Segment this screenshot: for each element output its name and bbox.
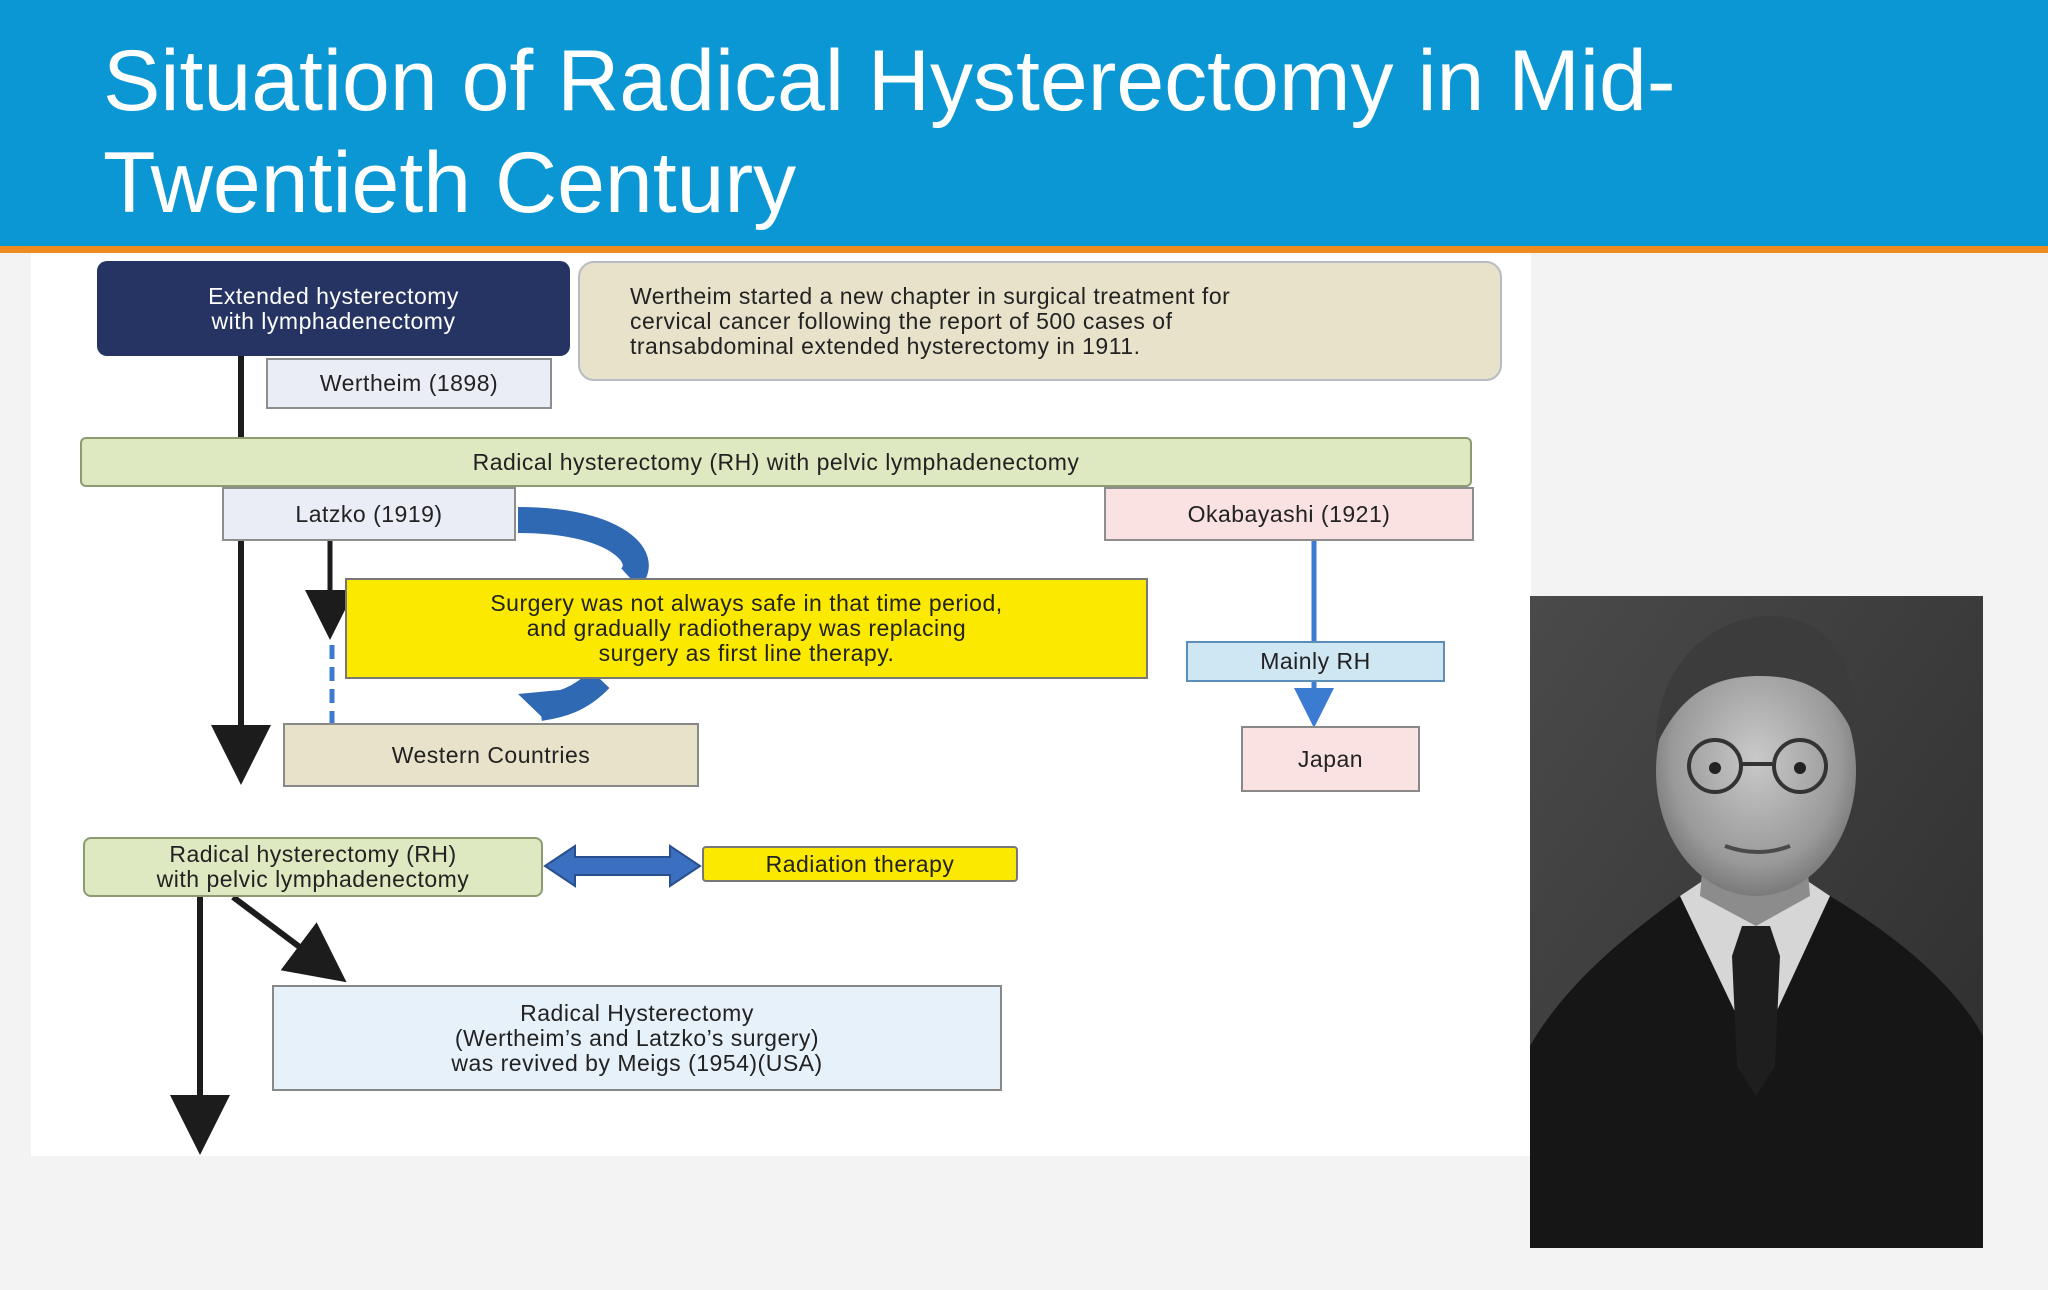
mainly-rh-box: Mainly RH	[1186, 641, 1445, 682]
western-countries-box: Western Countries	[283, 723, 699, 787]
diagonal-arrow	[233, 897, 337, 975]
radical-hysterectomy-bar: Radical hysterectomy (RH) with pelvic lymphadenectomy	[80, 437, 1472, 487]
radiation-therapy-box: Radiation therapy	[702, 846, 1018, 882]
portrait-photo	[1530, 596, 1983, 1248]
latzko-box: Latzko (1919)	[222, 487, 516, 541]
slide-title: Situation of Radical Hysterectomy in Mid- Twentieth Century	[103, 33, 1676, 231]
wertheim-note-box: Wertheim started a new chapter in surgical treatment for cervical cancer following the report of 500 cases of transabdominal extended hysterectomy in 1911.	[578, 261, 1502, 381]
portrait-illustration	[1530, 596, 1983, 1248]
surgery-safety-note: Surgery was not always safe in that time period, and gradually radiotherapy was replacing surgery as first line therapy.	[345, 578, 1148, 679]
meigs-revival-box: Radical Hysterectomy (Wertheim’s and Latzko’s surgery) was revived by Meigs (1954)(USA)	[272, 985, 1002, 1091]
radical-hysterectomy-box-2: Radical hysterectomy (RH) with pelvic lymphadenectomy	[83, 837, 543, 897]
japan-box: Japan	[1241, 726, 1420, 792]
double-arrow	[545, 846, 700, 886]
okabayashi-box: Okabayashi (1921)	[1104, 487, 1474, 541]
extended-hysterectomy-box: Extended hysterectomy with lymphadenectomy	[97, 261, 570, 356]
wertheim-box: Wertheim (1898)	[266, 358, 552, 409]
